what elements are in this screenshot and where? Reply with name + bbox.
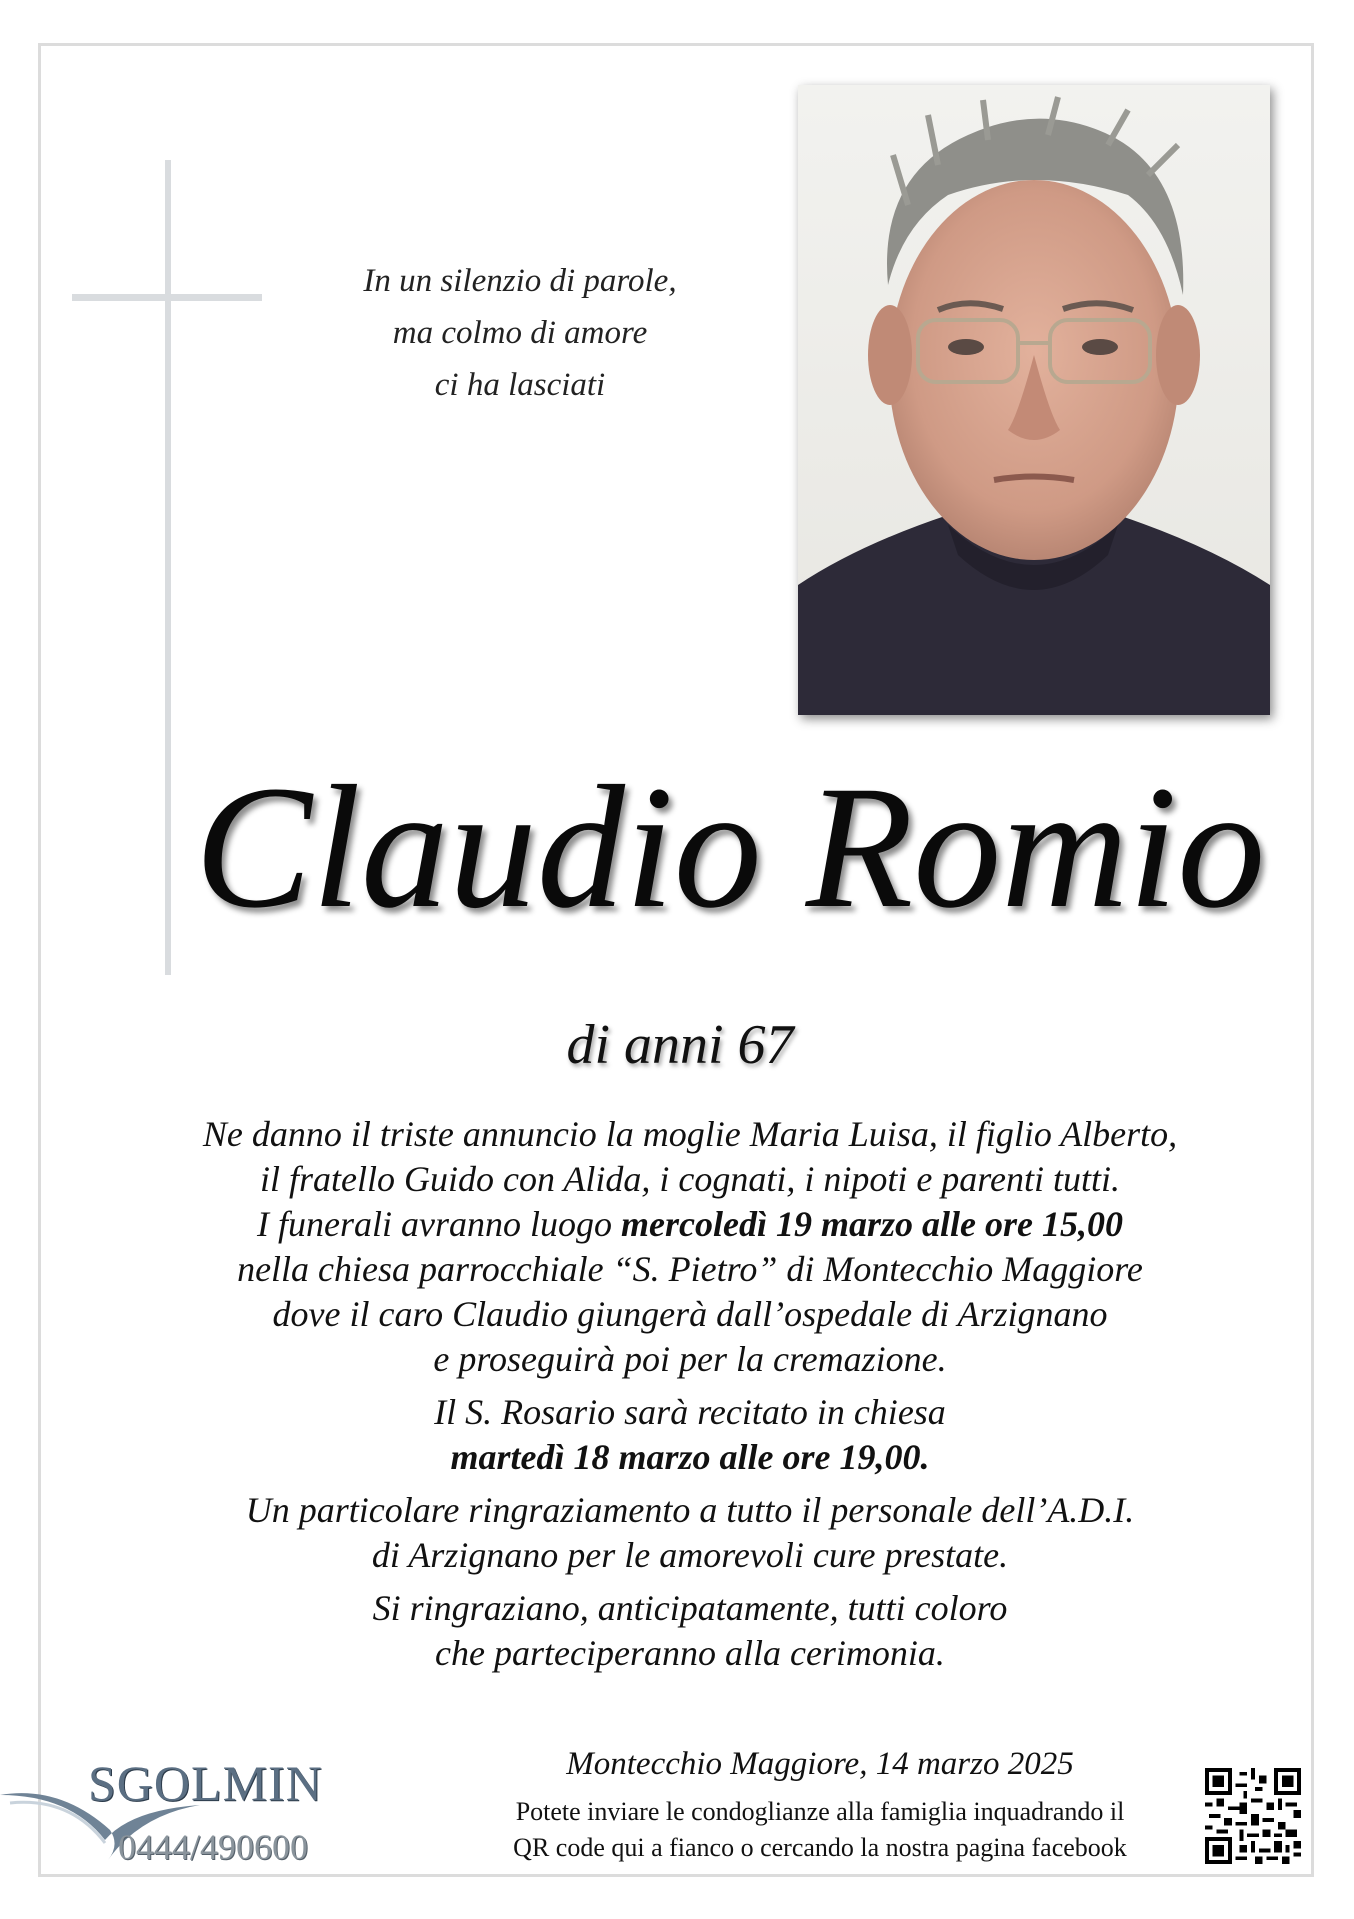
cross-icon-arm [72,294,262,301]
rosary-datetime [60,1435,1320,1480]
announcement-line: Il S. Rosario sarà recitato in chiesa [434,1392,946,1432]
verse-line: ma colmo di amore [392,315,648,351]
announcement-line: Ne danno il triste annuncio la moglie Maria Luisa, il figlio Alberto, [202,1114,1178,1154]
qr-code-icon[interactable] [1205,1768,1301,1864]
announcement-line: nella chiesa parrocchiale “S. Pietro” di Montecchio Maggiore [237,1249,1143,1289]
funeral-intro: I funerali avranno luogo [257,1204,622,1244]
condolence-line: QR code qui a fianco o cercando la nostra pagina facebook [513,1833,1127,1862]
condolence-line: Potete inviare le condoglianze alla famiglia inquadrando il [515,1797,1125,1826]
verse [300,255,740,411]
funeral-datetime: mercoledì 19 marzo alle ore 15,00 [621,1204,1123,1244]
agency-name: SGOLMIN [88,1755,323,1811]
announcement-line: dove il caro Claudio giungerà dall’ospedale di Arzignano [272,1294,1108,1334]
portrait-photo [798,85,1270,715]
place-date: Montecchio Maggiore, 14 marzo 2025 [566,1746,1074,1782]
announcement-line: che parteciperanno alla cerimonia. [435,1633,945,1673]
rosary-datetime-bold: martedì 18 marzo alle ore 19,00. [450,1437,930,1477]
announcement-text [60,1112,1320,1676]
announcement-line: Si ringraziano, anticipatamente, tutti coloro [372,1588,1008,1628]
announcement-line: e proseguirà poi per la cremazione. [433,1339,947,1379]
agency-phone[interactable]: 0444/490600 [118,1827,309,1867]
funeral-line [60,1202,1320,1247]
condolence-note [430,1794,1210,1866]
deceased-age: di anni 67 [566,1014,794,1076]
announcement-line: il fratello Guido con Alida, i cognati, i nipoti e parenti tutti. [260,1159,1120,1199]
announcement-line: Un particolare ringraziamento a tutto il personale dell’A.D.I. [245,1490,1135,1530]
deceased-name: Claudio Romio [194,750,1266,945]
verse-line: In un silenzio di parole, [363,263,677,299]
verse-line: ci ha lasciati [434,367,606,403]
announcement-line: di Arzignano per le amorevoli cure prestate. [371,1535,1009,1575]
